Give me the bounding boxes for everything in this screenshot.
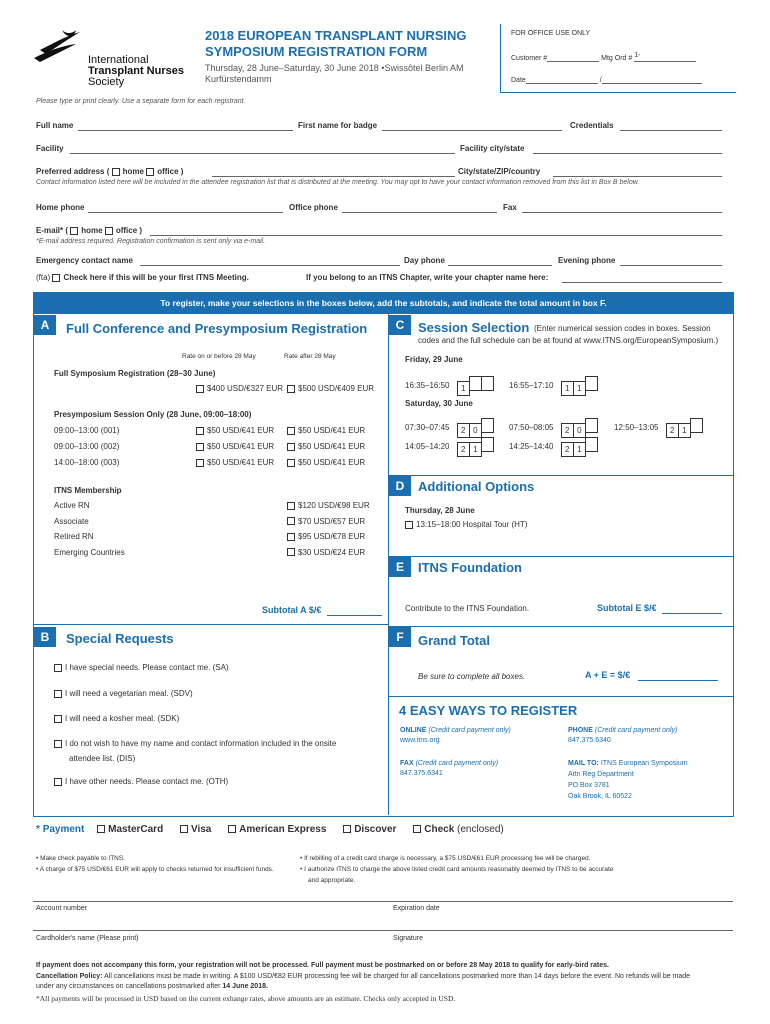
session-time: 07:30–07:45 <box>405 423 450 433</box>
special-request-label: I do not wish to have my name and contact information included in the onsite <box>65 739 337 748</box>
session-code-digit[interactable]: 0 <box>469 423 482 438</box>
session-slot <box>509 418 598 438</box>
session-time: 12:50–13:05 <box>614 423 659 433</box>
office-phone-label: Office phone <box>289 203 338 212</box>
membership-price: $120 USD/€98 EUR <box>298 501 370 510</box>
preferred-address <box>36 167 183 176</box>
credentials-field[interactable] <box>620 130 722 131</box>
office-date-field-2[interactable] <box>599 74 702 84</box>
presymposium-after-checkbox[interactable] <box>287 459 295 467</box>
payment-note-right-3: and appropriate. <box>308 877 356 884</box>
session-code-digit[interactable] <box>585 376 598 391</box>
mail-heading <box>568 760 688 767</box>
evening-phone-label: Evening phone <box>558 256 616 265</box>
membership-checkbox[interactable] <box>287 502 295 510</box>
session-code-digit[interactable] <box>469 376 482 391</box>
online-label: ONLINE <box>400 727 427 734</box>
email-note: *E-mail address required. Registration confirmation is sent only via e-mail. <box>36 238 266 245</box>
email <box>36 226 142 235</box>
fta-prefix: (fta) <box>36 273 51 282</box>
mail-line-2: Attn Reg Department <box>568 771 634 778</box>
full-symposium-title: Full Symposium Registration (28–30 June) <box>54 369 216 378</box>
saturday-label: Saturday, 30 June <box>405 399 473 408</box>
instructions-banner <box>33 292 734 314</box>
full-early-checkbox[interactable] <box>196 385 204 393</box>
full-early-price: $400 USD/€327 EUR <box>207 384 284 393</box>
cancellation-text-2: under any circumstances on cancellations postmarked after <box>36 983 221 990</box>
session-code-digit[interactable]: 0 <box>573 423 586 438</box>
payment-note-right-2: • I authorize ITNS to charge the above listed credit card amounts reasonably deemed by ITNS to be accurate <box>300 866 614 873</box>
first-name-badge-field[interactable] <box>382 130 562 131</box>
payment-note-left-2-text: A charge of $75 USD/€61 EUR will apply to checks returned for insufficient funds. <box>39 866 274 873</box>
full-name-label: Full name <box>36 121 74 130</box>
session-code-boxes[interactable] <box>562 437 599 457</box>
session-code-digit[interactable]: 2 <box>561 442 574 457</box>
session-code-boxes[interactable] <box>562 376 599 396</box>
presymposium-early-price: $50 USD/€41 EUR <box>207 426 275 435</box>
special-request-item <box>54 689 193 698</box>
online-url[interactable]: www.itns.org <box>400 737 440 744</box>
office-mtg-label: Mtg Ord # <box>601 55 633 62</box>
presymposium-early-price: $50 USD/€41 EUR <box>207 458 275 467</box>
amex-checkbox[interactable] <box>228 825 236 833</box>
session-slot <box>405 376 494 396</box>
currency-note: *All payments will be processed in USD based on the current exhange rates, above amounts are an estimate. Checks only accepted in USD. <box>36 994 456 1003</box>
title-line2: SYMPOSIUM REGISTRATION FORM <box>205 44 428 59</box>
check-label: Check <box>424 824 455 835</box>
email-label: E-mail* ( <box>36 226 69 235</box>
visa-label: Visa <box>190 824 212 835</box>
session-code-digit[interactable]: 2 <box>666 423 679 438</box>
facility-city-label: Facility city/state <box>460 144 525 153</box>
first-name-badge-label: First name for badge <box>298 121 378 130</box>
presymposium-title: Presymposium Session Only (28 June, 09:00–18:00) <box>54 410 252 419</box>
day-phone-field[interactable] <box>448 265 552 266</box>
office-date-slash: / <box>599 77 602 84</box>
subtotal-e-label: Subtotal E $/€ <box>597 603 657 613</box>
office-customer-label: Customer # <box>511 55 548 62</box>
event-venue: Kurfürstendamm <box>205 74 272 84</box>
home-phone-label: Home phone <box>36 203 85 212</box>
membership-type-label: Associate <box>54 516 89 526</box>
presymposium-early-checkbox[interactable] <box>196 427 204 435</box>
hospital-tour-checkbox[interactable] <box>405 521 413 529</box>
mastercard-label: MasterCard <box>108 824 164 835</box>
chapter-field[interactable] <box>562 282 722 283</box>
membership-type-label: Retired RN <box>54 532 94 541</box>
discover-checkbox[interactable] <box>343 825 351 833</box>
session-code-boxes[interactable] <box>562 418 599 438</box>
presymposium-after-price: $50 USD/€41 EUR <box>298 458 366 467</box>
section-c-note1: (Enter numerical session codes in boxes. Session <box>534 324 711 333</box>
subtotal-a-field[interactable] <box>327 615 382 616</box>
payment-deadline: If payment does not accompany this form, your registration will not be processed. Full payment must be postmarked on or before 28 May 2018 to qualify for early-bird rates. <box>36 962 609 969</box>
home-phone-field[interactable] <box>88 212 283 213</box>
presymposium-after-option <box>287 458 365 467</box>
emergency-field[interactable] <box>140 265 400 266</box>
friday-label: Friday, 29 June <box>405 355 463 364</box>
special-request-label: I have special needs. Please contact me. (SA) <box>65 663 229 672</box>
special-request-checkbox[interactable] <box>54 664 62 672</box>
discover-label: Discover <box>354 824 397 835</box>
presymposium-session-label: 09:00–13:00 (001) <box>54 426 120 435</box>
form-title <box>205 28 495 84</box>
session-code-digit[interactable]: 1 <box>469 442 482 457</box>
expiration-label: Expiration date <box>393 905 440 912</box>
fax-note: (Credit card payment only) <box>415 760 499 767</box>
city-zip-field[interactable] <box>553 176 722 177</box>
grand-total-formula: A + E = $/€ <box>585 670 631 680</box>
session-slot <box>509 437 598 457</box>
session-code-digit[interactable] <box>481 437 494 452</box>
section-b-title: Special Requests <box>66 631 174 646</box>
presymposium-after-option <box>287 426 365 435</box>
office-use-title: FOR OFFICE USE ONLY <box>511 30 591 37</box>
membership-type-label: Active RN <box>54 501 90 510</box>
org-name-line3: Society <box>88 76 125 88</box>
presymposium-early-checkbox[interactable] <box>196 443 204 451</box>
email-home-label: home <box>81 226 103 235</box>
visa-checkbox[interactable] <box>180 825 188 833</box>
mail-label: MAIL TO: <box>568 760 599 767</box>
special-request-checkbox[interactable] <box>54 690 62 698</box>
membership-checkbox[interactable] <box>287 533 295 541</box>
section-f-badge: F <box>389 627 411 647</box>
section-a-badge: A <box>34 315 56 335</box>
special-request-item <box>54 714 179 723</box>
emergency-label: Emergency contact name <box>36 256 133 265</box>
ef-divider <box>389 626 733 627</box>
session-time: 16:55–17:10 <box>509 381 554 391</box>
contact-note: Contact information listed here will be included in the attendee registration list that is distributed at the meeting. You may opt to have your contact information removed from this list in Box B below. <box>36 179 640 186</box>
presymposium-after-option <box>287 442 365 451</box>
title-line1: 2018 EUROPEAN TRANSPLANT NURSING <box>205 28 467 43</box>
session-code-digit[interactable]: 1 <box>678 423 691 438</box>
special-request-item <box>54 663 229 672</box>
mtg-order-field[interactable] <box>634 52 696 62</box>
session-code-digit[interactable] <box>585 418 598 433</box>
session-code-digit[interactable] <box>690 418 703 433</box>
fax-reg-label: FAX <box>400 760 414 767</box>
presymposium-early-option <box>196 458 274 467</box>
presymposium-after-checkbox[interactable] <box>287 443 295 451</box>
subtotal-a-label: Subtotal A $/€ <box>262 605 322 615</box>
session-code-digit[interactable] <box>481 418 494 433</box>
first-meeting-checkbox[interactable] <box>52 274 60 282</box>
special-request-checkbox[interactable] <box>54 740 62 748</box>
session-time: 14:25–14:40 <box>509 442 554 452</box>
ways-title: 4 EASY WAYS TO REGISTER <box>399 703 578 718</box>
amex-label: American Express <box>239 824 327 835</box>
payment-row <box>36 824 504 835</box>
membership-price: $30 USD/€24 EUR <box>298 547 366 557</box>
email-office-label: office ) <box>115 226 143 235</box>
email-field[interactable] <box>150 235 722 236</box>
itns-logo <box>32 28 197 90</box>
presymposium-after-checkbox[interactable] <box>287 427 295 435</box>
cancellation-text: All cancellations must be made in writing. A $100 USD/€82 EUR processing fee will be charged for all cancellations postmarked more than 14 days before the event. No refunds will be made <box>104 973 691 980</box>
special-request-checkbox[interactable] <box>54 778 62 786</box>
facility-field[interactable] <box>70 153 455 154</box>
hospital-tour-option <box>405 520 527 529</box>
office-phone-field[interactable] <box>342 212 497 213</box>
membership-type-label: Emerging Countries <box>54 547 125 557</box>
session-slot <box>614 418 703 438</box>
membership-checkbox[interactable] <box>287 517 295 525</box>
section-f-title: Grand Total <box>418 633 490 648</box>
instructions-banner-text: To register, make your selections in the boxes below, add the subtotals, and indicate the total amount in box F. <box>160 298 607 308</box>
preferred-address-label: Preferred address ( <box>36 167 110 176</box>
presymposium-early-option <box>196 442 274 451</box>
section-d-title: Additional Options <box>418 479 535 494</box>
address-field[interactable] <box>212 176 455 177</box>
logo-mark-icon <box>32 28 92 68</box>
f-ways-divider <box>389 696 733 697</box>
section-c-badge: C <box>389 315 411 335</box>
payment-note-right-1-text: If rebilling of a credit card charge is necessary, a $75 USD/€61 EUR processing fee will be charged. <box>304 855 591 862</box>
cancellation-date: 14 June 2018. <box>222 983 268 990</box>
fax-number: 847.375.6341 <box>400 770 443 777</box>
special-request-label: I will need a kosher meal. (SDK) <box>65 714 180 723</box>
session-code-boxes[interactable] <box>458 418 495 438</box>
presymposium-early-checkbox[interactable] <box>196 459 204 467</box>
credentials-label: Credentials <box>570 121 614 130</box>
address-home-label: home <box>122 167 144 176</box>
check-note: (enclosed) <box>457 824 504 835</box>
session-slot <box>405 437 494 457</box>
payment-star: * <box>36 824 40 835</box>
membership-price: $95 USD/€78 EUR <box>298 532 366 541</box>
phone-label: PHONE <box>568 727 593 734</box>
session-time: 16:35–16:50 <box>405 381 450 391</box>
address-home-checkbox[interactable] <box>112 168 120 176</box>
session-time: 07:50–08:05 <box>509 423 554 433</box>
full-symposium-after <box>287 384 374 393</box>
rate-after-header: Rate after 28 May <box>284 353 336 360</box>
evening-phone-field[interactable] <box>620 265 722 266</box>
cancellation-policy <box>36 973 690 980</box>
session-code-boxes[interactable] <box>458 437 495 457</box>
first-meeting <box>36 273 249 282</box>
payment-note-left-1-text: Make check payable to ITNS. <box>40 855 125 862</box>
payment-note-right-1: • If rebilling of a credit card charge is necessary, a $75 USD/€61 EUR processing fee will be charged. <box>300 855 591 862</box>
mail-line-1: ITNS European Symposium <box>600 760 688 767</box>
online-note: (Credit card payment only) <box>428 727 511 734</box>
grand-total-note: Be sure to complete all boxes. <box>418 672 526 681</box>
request-4-cont: attendee list. (DIS) <box>69 754 136 763</box>
session-code-digit[interactable]: 1 <box>573 381 586 396</box>
section-a-title: Full Conference and Presymposium Registration <box>66 321 368 336</box>
section-d-badge: D <box>389 476 411 496</box>
facility-city-field[interactable] <box>533 153 722 154</box>
session-code-digit[interactable]: 2 <box>457 442 470 457</box>
session-code-boxes[interactable] <box>458 376 495 396</box>
session-code-digit[interactable]: 1 <box>561 381 574 396</box>
full-after-price: $500 USD/€409 EUR <box>298 384 375 393</box>
hospital-tour-label: 13:15–18:00 Hospital Tour (HT) <box>416 520 528 529</box>
signature-label: Signature <box>393 935 423 942</box>
cancellation-label: Cancellation Policy: <box>36 973 103 980</box>
mastercard-checkbox[interactable] <box>97 825 105 833</box>
presymposium-after-price: $50 USD/€41 EUR <box>298 426 366 435</box>
office-use-box <box>500 24 736 93</box>
special-request-item <box>54 777 228 786</box>
org-name-line2: Transplant Nurses <box>88 65 184 77</box>
presymposium-after-price: $50 USD/€41 EUR <box>298 442 366 451</box>
membership-price: $70 USD/€57 EUR <box>298 516 366 526</box>
presymposium-early-price: $50 USD/€41 EUR <box>207 442 275 451</box>
session-code-digit[interactable]: 2 <box>457 423 470 438</box>
cardholder-label: Cardholder's name (Please print) <box>36 935 139 942</box>
mtg-order-value: 1- <box>634 52 641 59</box>
org-name-line1: International <box>88 54 149 66</box>
customer-number-field[interactable] <box>547 52 599 62</box>
presymposium-early-option <box>196 426 274 435</box>
office-date-field[interactable] <box>526 74 598 84</box>
session-code-digit[interactable]: 1 <box>573 442 586 457</box>
office-customer <box>511 52 696 62</box>
payment-note-left-1: • Make check payable to ITNS. <box>36 855 125 862</box>
mail-line-3: PO Box 3781 <box>568 782 610 789</box>
city-zip-label: City/state/ZIP/country <box>458 167 541 176</box>
account-number-label: Account number <box>36 905 87 912</box>
membership-option <box>287 532 365 541</box>
intro-text: Please type or print clearly. Use a separate form for each registrant. <box>36 98 246 105</box>
section-e-title: ITNS Foundation <box>418 560 522 575</box>
fax-label: Fax <box>503 203 517 212</box>
address-office-label: office ) <box>157 167 184 176</box>
payment-label: Payment <box>42 824 85 835</box>
session-time: 14:05–14:20 <box>405 442 450 452</box>
contribute-label: Contribute to the ITNS Foundation. <box>405 604 530 613</box>
day-phone-label: Day phone <box>404 256 445 265</box>
section-c-title: Session Selection <box>418 320 530 335</box>
special-request-checkbox[interactable] <box>54 715 62 723</box>
phone-note: (Credit card payment only) <box>594 727 678 734</box>
phone-heading <box>568 727 677 734</box>
email-office-checkbox[interactable] <box>105 227 113 235</box>
thursday-label: Thursday, 28 June <box>405 506 475 515</box>
membership-option <box>287 517 365 526</box>
phone-number: 847.375.6340 <box>568 737 611 744</box>
online-heading <box>400 727 511 734</box>
session-slot <box>509 376 598 396</box>
session-slot <box>405 418 494 438</box>
event-date: Thursday, 28 June–Saturday, 30 June 2018 •Swissôtel Berlin AM <box>205 63 464 73</box>
mail-line-4: Oak Brook, IL 60522 <box>568 793 632 800</box>
session-code-digit[interactable]: 1 <box>457 381 470 396</box>
fax-field[interactable] <box>522 212 722 213</box>
grand-total-field[interactable] <box>638 680 718 681</box>
presymposium-session-label: 14:00–18:00 (003) <box>54 458 120 467</box>
special-request-label: I will need a vegetarian meal. (SDV) <box>65 689 193 698</box>
payment-note-right-2-text: I authorize ITNS to charge the above listed credit card amounts reasonably deemed by ITNS to be accurate <box>304 866 614 873</box>
cancellation-policy-2 <box>36 983 268 990</box>
session-code-boxes[interactable] <box>667 418 704 438</box>
office-date-label: Date <box>511 77 526 84</box>
membership-title: ITNS Membership <box>54 486 122 495</box>
check-checkbox[interactable] <box>413 825 421 833</box>
full-after-checkbox[interactable] <box>287 385 295 393</box>
de-divider <box>389 556 733 557</box>
address-office-checkbox[interactable] <box>146 168 154 176</box>
membership-option <box>287 501 370 510</box>
email-home-checkbox[interactable] <box>70 227 78 235</box>
chapter-label: If you belong to an ITNS Chapter, write your chapter name here: <box>306 273 549 282</box>
section-b-badge: B <box>34 627 56 647</box>
payment-note-left-2: • A charge of $75 USD/€61 EUR will apply to checks returned for insufficient funds. <box>36 866 274 873</box>
section-e-badge: E <box>389 557 411 577</box>
membership-option <box>287 548 365 557</box>
subtotal-e-field[interactable] <box>662 613 722 614</box>
office-date <box>511 74 702 84</box>
full-name-field[interactable] <box>78 130 293 131</box>
full-symposium-early <box>196 384 283 393</box>
facility-label: Facility <box>36 144 64 153</box>
special-request-label: I have other needs. Please contact me. (OTH) <box>65 777 229 786</box>
first-meeting-label: Check here if this will be your first ITNS Meeting. <box>63 273 249 282</box>
cardholder-field[interactable] <box>33 930 733 931</box>
presymposium-session-label: 09:00–13:00 (002) <box>54 442 120 451</box>
rate-early-header: Rate on or before 28 May <box>182 353 256 360</box>
fax-heading <box>400 760 498 767</box>
membership-checkbox[interactable] <box>287 548 295 556</box>
session-code-digit[interactable]: 2 <box>561 423 574 438</box>
session-code-digit[interactable] <box>481 376 494 391</box>
special-request-item <box>54 739 336 748</box>
account-number-field[interactable] <box>33 901 733 902</box>
section-c-note2: codes and the full schedule can be at found at www.ITNS.org/EuropeanSymposium.) <box>418 336 719 345</box>
cd-divider <box>389 475 733 476</box>
session-code-digit[interactable] <box>585 437 598 452</box>
ab-divider <box>33 624 388 625</box>
